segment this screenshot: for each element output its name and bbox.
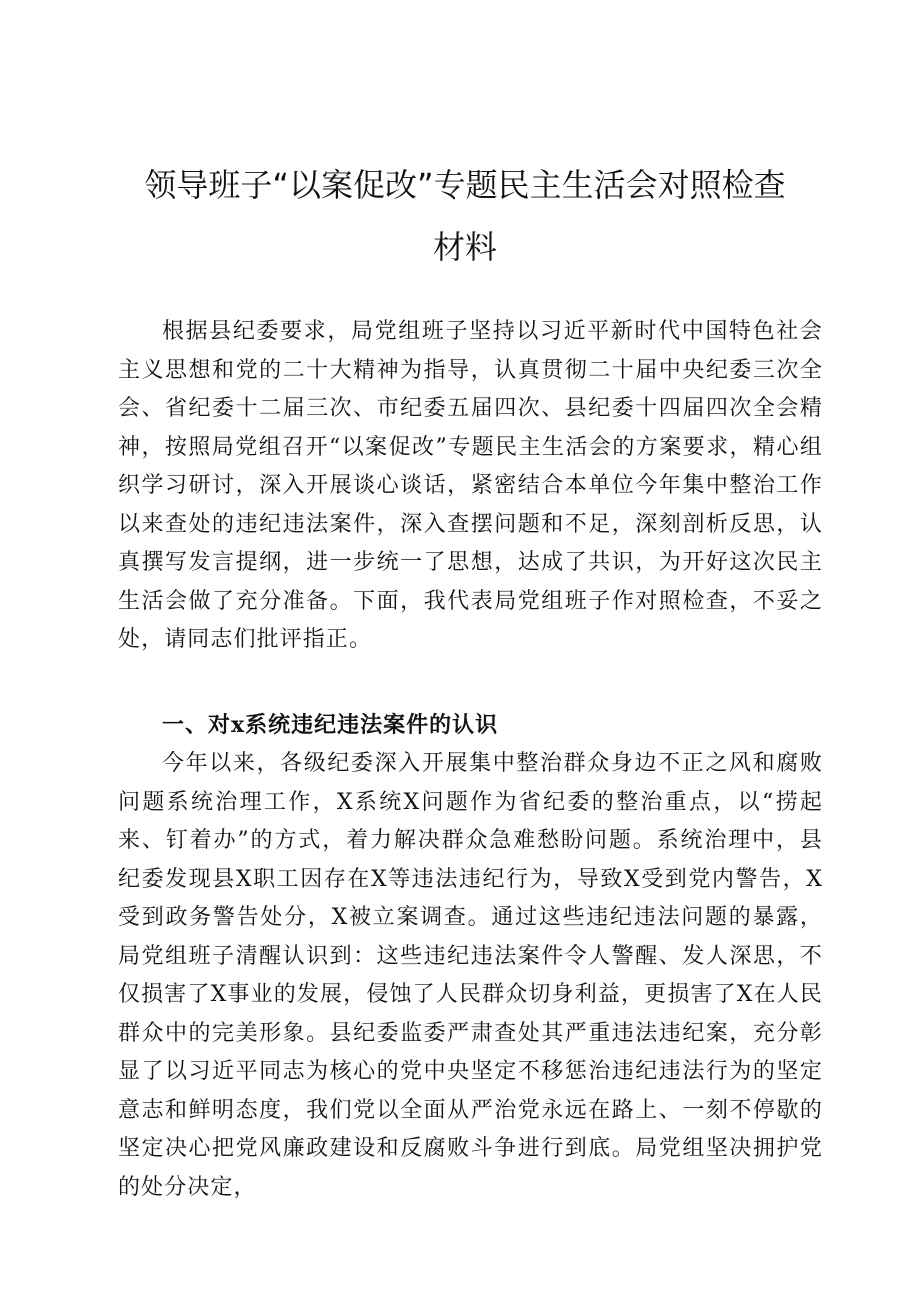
document-title-line-1: 领导班子“以案促改”专题民主生活会对照检查 bbox=[144, 166, 786, 204]
section-1-paragraph: 今年以来，各级纪委深入开展集中整治群众身边不正之风和腐败问题系统治理工作，X系统X问题作为省纪委的整治重点，以“捞起来、钉着办”的方式，着力解决群众急难愁盼问题。系统治理中，县纪委发现县X职工因存在X等违法违纪行为，导致X受到党内警告，X受到政务警告处分，X被立案调查。通过这些违纪违法问题的暴露，局党组班子清醒认识到：这些违纪违法案件令人警醒、发人深思，不仅损害了X事业的发展，侵蚀了人民群众切身利益，更损害了X在人民群众中的完美形象。县纪委监委严肃查处其严重违法违纪案，充分彰显了以习近平同志为核心的党中央坚定不移惩治违纪违法行为的坚定意志和鲜明态度，我们党以全面从严治党永远在路上、一刻不停歇的坚定决心把党风廉政建设和反腐败斗争进行到底。局党组坚决拥护党的处分决定， bbox=[118, 751, 823, 1200]
section-heading-1: 一、对x系统违纪违法案件的认识 bbox=[162, 712, 499, 738]
document-title-line-2: 材料 bbox=[432, 228, 497, 266]
intro-paragraph: 根据县纪委要求，局党组班子坚持以习近平新时代中国特色社会主义思想和党的二十大精神为指导，认真贯彻二十届中央纪委三次全会、省纪委十二届三次、市纪委五届四次、县纪委十四届四次全会精神，按照局党组召开“以案促改”专题民主生活会的方案要求，精心组织学习研讨，深入开展谈心谈话，紧密结合本单位今年集中整治工作以来查处的违纪违法案件，深入查摆问题和不足，深刻剖析反思，认真撰写发言提纲，进一步统一了思想，达成了共识，为开好这次民主生活会做了充分准备。下面，我代表局党组班子作对照检查，不妥之处，请同志们批评指正。 bbox=[118, 319, 823, 652]
